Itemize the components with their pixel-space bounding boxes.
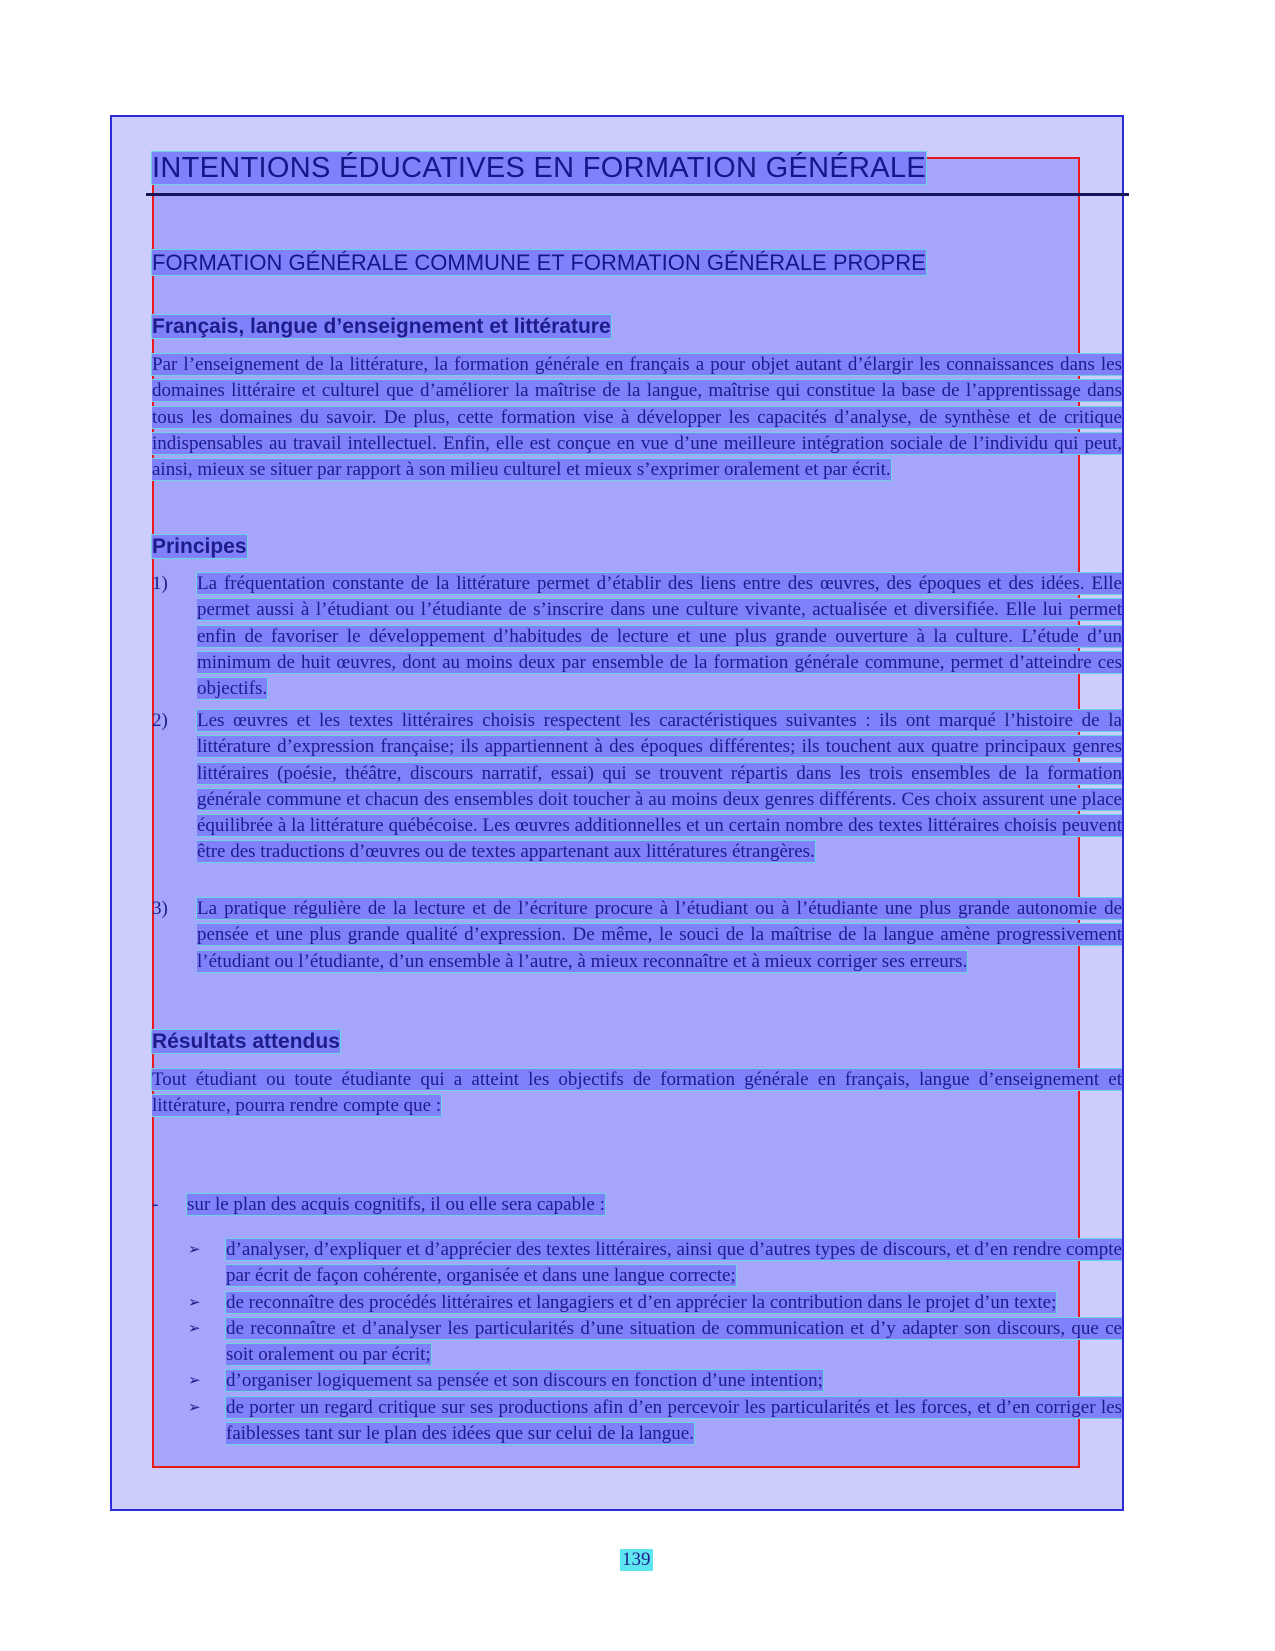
results-heading xyxy=(152,1030,340,1054)
ability-item-2 xyxy=(188,1290,1122,1316)
ability-item-4 xyxy=(188,1368,1122,1394)
cognitive-bullet xyxy=(152,1192,605,1218)
principle-number: 2) xyxy=(152,710,168,731)
arrow-bullet-icon: ➢ xyxy=(188,1320,201,1337)
arrow-bullet-icon: ➢ xyxy=(188,1399,201,1416)
ability-text: d’organiser logiquement sa pensée et son discours en fonction d’une intention; xyxy=(226,1370,823,1392)
subject-title xyxy=(152,315,611,339)
ability-item-3 xyxy=(188,1316,1122,1369)
ability-text: de reconnaître et d’analyser les particularités d’une situation de communication et d’y adapter son discours, que ce soit oralement ou par écrit; xyxy=(226,1317,1122,1366)
intro-text: Par l’enseignement de la littérature, la formation générale en français a pour objet autant d’élargir les connaissances dans les domaines littéraire et culturel que d’améliorer la maîtrise de la langue, maîtrise qui constitue la base de l’apprentissage dans tous les domaines du savoir. De plus, cette formation vise à développer les capacités d’analyse, de synthèse et de critique indispensables au travail intellectuel. Enfin, elle est conçue en vue d’une meilleure intégration sociale de l’individu qui peut, ainsi, mieux se situer par rapport à son milieu culturel et mieux s’exprimer oralement et par écrit. xyxy=(152,354,1122,481)
dash-bullet: - xyxy=(152,1194,159,1215)
results-intro-text: Tout étudiant ou toute étudiante qui a atteint les objectifs de formation générale en français, langue d’enseignement et littérature, pourra rendre compte que : xyxy=(152,1069,1122,1117)
ability-item-5 xyxy=(188,1395,1122,1448)
results-heading-text: Résultats attendus xyxy=(152,1030,340,1053)
principle-text-span: Les œuvres et les textes littéraires choisis respectent les caractéristiques suivantes : ils ont marqué l’histoire de la littérature d’expression française; ils appartiennent à des époques différentes; ils touchent aux quatre principaux genres littéraires (poésie, théâtre, discours narratif, essai) qui se trouvent répartis dans les trois ensembles de la formation générale commune et chacun des ensembles doit toucher à au moins deux genres différents. Ces choix assurent une place équilibrée à la littérature québécoise. Les œuvres additionnelles et un certain nombre des textes littéraires choisis peuvent être des traductions d’œuvres ou de textes appartenant aux littératures étrangères. xyxy=(197,710,1122,863)
principle-number: 3) xyxy=(152,898,168,919)
intro-paragraph xyxy=(152,352,1122,483)
principle-text xyxy=(197,708,1122,866)
principle-text xyxy=(197,571,1122,702)
ability-text: d’analyser, d’expliquer et d’apprécier des textes littéraires, ainsi que d’autres types de discours, et d’en rendre compte par écrit de façon cohérente, organisée et dans une langue correcte; xyxy=(226,1239,1122,1287)
ability-item-1 xyxy=(188,1237,1122,1290)
principle-text-span: La pratique régulière de la lecture et de l’écriture procure à l’étudiant ou à l’étudiante une plus grande autonomie de pensée et une plus grande qualité d’expression. De même, le souci de la maîtrise de la langue amène progressivement l’étudiant ou l’étudiante, d’un ensemble à l’autre, à mieux reconnaître et à mieux corriger ses erreurs. xyxy=(197,898,1122,972)
title-rule xyxy=(146,193,1129,196)
arrow-bullet-icon: ➢ xyxy=(188,1373,201,1390)
principle-text-span: La fréquentation constante de la littérature permet d’établir des liens entre des œuvres, des époques et des idées. Elle permet aussi à l’étudiant ou l’étudiante de s’inscrire dans une culture vivante, actualisée et diversifiée. Elle lui permet enfin de favoriser le développement d’habitudes de lecture et une plus grande ouverture à la culture. L’étude d’un minimum de huit œuvres, dont au moins deux par ensemble de la formation générale commune, permet d’atteindre ces objectifs. xyxy=(197,573,1122,700)
page-number: 139 xyxy=(622,1549,651,1570)
arrow-bullet-icon: ➢ xyxy=(188,1294,201,1311)
section-title xyxy=(152,250,926,276)
arrow-bullet-icon: ➢ xyxy=(188,1242,201,1258)
document-title xyxy=(152,152,926,185)
ability-text: de porter un regard critique sur ses productions afin d’en percevoir les particularités et les forces, et d’en corriger les faiblesses tant sur le plan des idées que sur celui de la langue. xyxy=(226,1396,1122,1445)
principles-heading-text: Principes xyxy=(152,535,247,558)
principle-item-1 xyxy=(152,571,1122,702)
section-title-text: FORMATION GÉNÉRALE COMMUNE ET FORMATION GÉNÉRALE PROPRE xyxy=(152,250,926,275)
results-intro xyxy=(152,1067,1122,1120)
principle-number: 1) xyxy=(152,573,168,594)
principles-heading xyxy=(152,535,247,559)
subject-title-text: Français, langue d’enseignement et littérature xyxy=(152,315,611,338)
cognitive-line: sur le plan des acquis cognitifs, il ou elle sera capable : xyxy=(187,1194,605,1215)
principle-item-2 xyxy=(152,708,1122,866)
principle-item-3 xyxy=(152,896,1122,975)
ability-text: de reconnaître des procédés littéraires et langagiers et d’en apprécier la contribution dans le projet d’un texte; xyxy=(226,1291,1057,1313)
document-title-text: INTENTIONS ÉDUCATIVES EN FORMATION GÉNÉRALE xyxy=(152,152,926,184)
abilities-list xyxy=(188,1237,1122,1447)
principle-text xyxy=(197,896,1122,975)
